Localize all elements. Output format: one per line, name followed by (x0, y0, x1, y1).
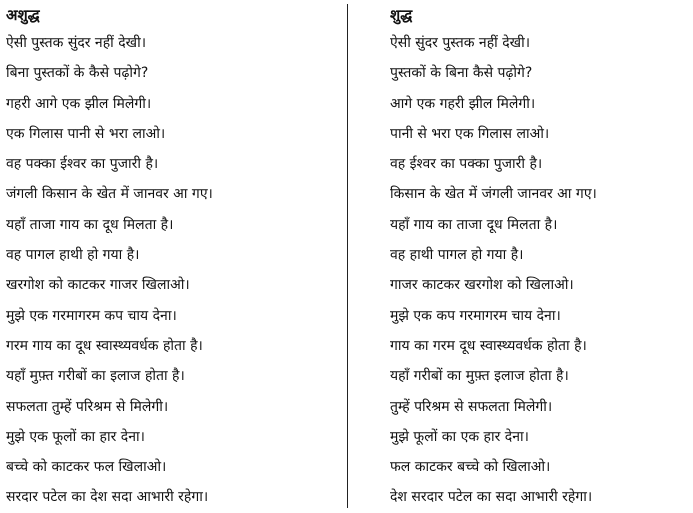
correct-sentence: ऐसी सुंदर पुस्तक नहीं देखी। (390, 35, 531, 51)
incorrect-sentence: मुझे एक गरमागरम कप चाय देना। (6, 307, 177, 324)
correct-sentence: गाजर काटकर खरगोश को खिलाओ। (390, 277, 574, 294)
correct-sentence: मुझे एक कप गरमागरम चाय देना। (390, 307, 561, 324)
correct-sentence: देश सरदार पटेल का सदा आभारी रहेगा। (390, 489, 593, 506)
correct-heading: शुद्ध (390, 6, 413, 24)
incorrect-sentence: सरदार पटेल का देश सदा आभारी रहेगा। (6, 489, 209, 506)
incorrect-sentence: बिना पुस्तकों के कैसे पढ़ोगे? (6, 65, 149, 82)
correct-sentence: पुस्तकों के बिना कैसे पढ़ोगे? (390, 65, 533, 82)
incorrect-sentence: ऐसी पुस्तक सुंदर नहीं देखी। (6, 35, 147, 51)
correct-sentence: पानी से भरा एक गिलास लाओ। (390, 125, 550, 142)
incorrect-sentence: गहरी आगे एक झील मिलेगी। (6, 95, 152, 112)
correct-sentence: मुझे फूलों का एक हार देना। (390, 428, 529, 445)
incorrect-sentence: खरगोश को काटकर गाजर खिलाओ। (6, 277, 190, 294)
incorrect-sentence: सफलता तुम्हें परिश्रम से मिलेगी। (6, 398, 169, 415)
incorrect-sentence: गरम गाय का दूध स्वास्थ्यवर्धक होता है। (6, 337, 203, 354)
incorrect-sentence: यहाँ मुफ़्त गरीबों का इलाज होता है। (6, 368, 185, 385)
incorrect-sentence: वह पक्का ईश्वर का पुजारी है। (6, 156, 159, 173)
correct-sentence: आगे एक गहरी झील मिलेगी। (390, 95, 536, 112)
incorrect-sentence: जंगली किसान के खेत में जानवर आ गए। (6, 186, 213, 203)
correct-sentence: यहाँ गरीबों का मुफ़्त इलाज होता है। (390, 368, 569, 385)
incorrect-sentence: वह पागल हाथी हो गया है। (6, 247, 140, 264)
correct-column (390, 2, 690, 513)
correct-sentence: वह हाथी पागल हो गया है। (390, 247, 524, 264)
correct-sentence: गाय का गरम दूध स्वास्थ्यवर्धक होता है। (390, 337, 587, 354)
column-divider (347, 4, 348, 508)
correct-sentence: तुम्हें परिश्रम से सफलता मिलेगी। (390, 398, 553, 415)
incorrect-sentence: एक गिलास पानी से भरा लाओ। (6, 125, 166, 142)
incorrect-sentence: यहाँ ताजा गाय का दूध मिलता है। (6, 216, 174, 233)
incorrect-column (6, 2, 336, 513)
correct-sentence: किसान के खेत में जंगली जानवर आ गए। (390, 186, 597, 203)
correct-sentence: फल काटकर बच्चे को खिलाओ। (390, 459, 551, 476)
correct-sentence: यहाँ गाय का ताजा दूध मिलता है। (390, 216, 558, 233)
correct-sentence: वह ईश्वर का पक्का पुजारी है। (390, 156, 543, 173)
incorrect-sentence: मुझे एक फूलों का हार देना। (6, 428, 145, 445)
incorrect-sentence: बच्चे को काटकर फल खिलाओ। (6, 459, 167, 476)
incorrect-heading: अशुद्ध (6, 6, 40, 24)
